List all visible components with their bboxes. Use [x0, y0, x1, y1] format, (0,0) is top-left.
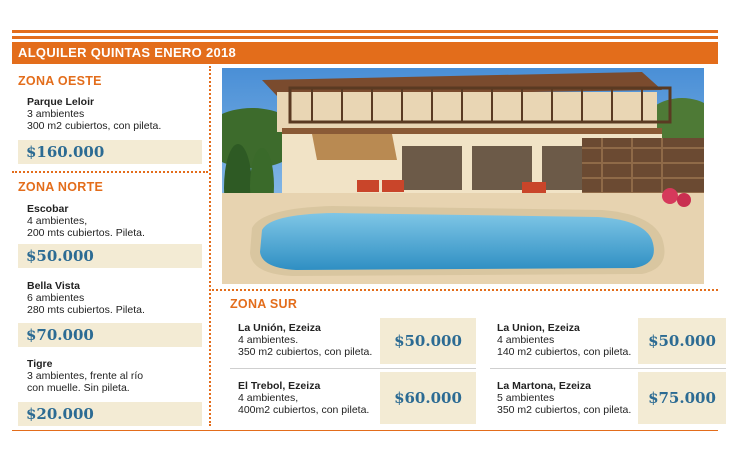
listing-detail: con muelle. Sin pileta.	[27, 382, 130, 394]
zona-sur-title: ZONA SUR	[230, 297, 298, 311]
listing-name: Tigre	[27, 358, 53, 370]
listing-la-union-ezeiza-1	[238, 322, 372, 358]
listing-name: Escobar	[27, 203, 69, 215]
price-el-trebol-ezeiza: $60.000	[380, 372, 476, 424]
listing-parque-leloir	[27, 96, 161, 132]
house-pool-photo	[222, 68, 704, 284]
page-title: ALQUILER QUINTAS ENERO 2018	[12, 42, 718, 64]
listing-tigre	[27, 358, 143, 394]
price-tigre: $20.000	[18, 402, 202, 426]
zona-norte-title: ZONA NORTE	[18, 180, 104, 194]
listing-detail: 3 ambientes, frente al río	[27, 370, 144, 382]
listing-name: La Martona, Ezeiza	[497, 380, 591, 392]
price-parque-leloir: $160.000	[18, 140, 202, 164]
listing-el-trebol-ezeiza	[238, 380, 369, 416]
listing-detail: 4 ambientes,	[238, 392, 299, 404]
zone-divider-oeste-norte	[12, 171, 208, 173]
zone-divider-photo-sur	[212, 289, 718, 291]
row-divider-left	[230, 368, 476, 369]
listing-detail: 4 ambientes,	[27, 215, 88, 227]
bottom-rule	[12, 430, 718, 431]
zona-oeste-title: ZONA OESTE	[18, 74, 102, 88]
top-rule-2	[12, 36, 718, 39]
listing-detail: 4 ambientes	[497, 334, 555, 346]
price-la-union-ezeiza-2: $50.000	[638, 318, 726, 364]
listing-name: Bella Vista	[27, 280, 80, 292]
house-pool-illustration	[222, 68, 704, 284]
listing-detail: 4 ambientes.	[238, 334, 299, 346]
price-escobar: $50.000	[18, 244, 202, 268]
listing-name: Parque Leloir	[27, 96, 95, 108]
listing-detail: 400m2 cubiertos, con pileta.	[238, 404, 370, 416]
listing-name: La Unión, Ezeiza	[238, 322, 321, 334]
listing-detail: 3 ambientes	[27, 108, 85, 120]
listing-bella-vista	[27, 280, 145, 316]
listing-detail: 140 m2 cubiertos, con pileta.	[497, 346, 632, 358]
listing-detail: 6 ambientes	[27, 292, 85, 304]
listing-detail: 300 m2 cubiertos, con pileta.	[27, 120, 162, 132]
row-divider-right	[490, 368, 726, 369]
price-la-union-ezeiza-1: $50.000	[380, 318, 476, 364]
column-divider	[209, 66, 211, 426]
top-rule-1	[12, 30, 718, 33]
listing-la-martona-ezeiza	[497, 380, 631, 416]
listing-la-union-ezeiza-2	[497, 322, 631, 358]
listing-detail: 350 m2 cubiertos, con pileta.	[497, 404, 632, 416]
listing-detail: 280 mts cubiertos. Pileta.	[27, 304, 145, 316]
price-bella-vista: $70.000	[18, 323, 202, 347]
price-la-martona-ezeiza: $75.000	[638, 372, 726, 424]
listing-escobar	[27, 203, 145, 239]
listing-detail: 5 ambientes	[497, 392, 555, 404]
listing-detail: 200 mts cubiertos. Pileta.	[27, 227, 145, 239]
listing-name: El Trebol, Ezeiza	[238, 380, 321, 392]
listing-name: La Union, Ezeiza	[497, 322, 580, 334]
listing-detail: 350 m2 cubiertos, con pileta.	[238, 346, 373, 358]
